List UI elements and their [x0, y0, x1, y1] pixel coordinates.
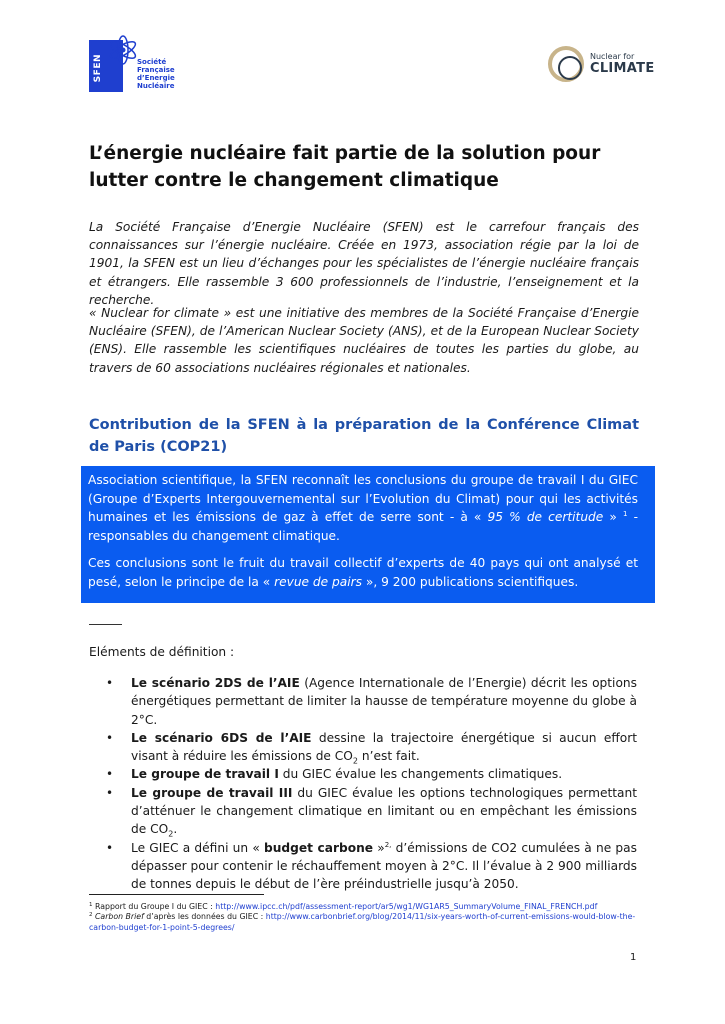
footnote-link[interactable]: http://www.carbonbrief.org/blog/2014/11/six-years-worth-of-current-emissions-would-blow-the-carbon-budget-for-1-point-5-degrees/	[89, 912, 636, 932]
page-number: 1	[630, 952, 637, 963]
footnote-link[interactable]: http://www.ipcc.ch/pdf/assessment-report/ar5/wg1/WG1AR5_SummaryVolume_FINAL_FRENCH.pdf	[215, 902, 598, 911]
item-sub: 2	[168, 829, 174, 839]
item-term: Le groupe de travail III	[131, 785, 293, 800]
item-text: du GIEC évalue les changements climatiques.	[278, 767, 563, 782]
footnote-number: 2	[89, 912, 93, 918]
footnote-number: 1	[89, 902, 93, 908]
section-title: Contribution de la SFEN à la préparation de la Conférence Climat de Paris (COP21)	[89, 417, 639, 455]
footnote-ref-2[interactable]: 2,	[384, 840, 392, 849]
definitions-heading: Eléments de définition :	[89, 645, 235, 659]
footnote-divider	[89, 894, 264, 895]
footnote-label: Rapport du Groupe I du GIEC :	[92, 902, 216, 911]
footnote-label: d’après les données du GIEC :	[143, 912, 266, 921]
sfen-logo	[89, 32, 181, 92]
item-text: (Agence Internationale de l’Energie) décrit les options énergétiques permettant de limiter la hausse de température moyenne du globe à 2°C.	[131, 676, 637, 727]
list-item	[89, 729, 637, 766]
footnote-ref-1[interactable]: 1	[623, 510, 628, 519]
footnote-source: Carbon Brief	[94, 912, 144, 921]
bullet: •	[106, 785, 114, 800]
nfc-logo-line1: Nuclear for	[590, 52, 635, 61]
list-item	[89, 765, 637, 783]
item-text: .	[173, 822, 178, 837]
box-italic: revue de pairs	[274, 574, 362, 589]
box-text: Association scientifique, la SFEN reconnaît les conclusions du groupe de travail I du GIEC (Groupe d’Experts Intergouvernemental sur l’Evolution du Climat) pour qui les activités humaines et les émissions de gaz à effet de serre sont - à «	[88, 473, 638, 525]
bullet: •	[106, 767, 114, 782]
item-text: du GIEC évalue les options technologiques permettant d’atténuer le changement climatique en limitant ou en empêchant les émissions de CO	[131, 785, 637, 837]
bullet: •	[106, 676, 114, 690]
item-text: Le GIEC a défini un «	[131, 840, 265, 855]
box-text: - responsables du changement climatique.	[88, 510, 638, 544]
ring-icon	[548, 46, 584, 82]
list-item	[89, 784, 637, 839]
box-text: Ces conclusions sont le fruit du travail collectif d’experts de 40 pays qui ont analysé et pesé, selon le principe de la «	[88, 555, 638, 589]
footnote-2	[89, 911, 649, 933]
bullet: •	[106, 730, 114, 745]
bullet: •	[106, 840, 114, 855]
item-term: Le scénario 2DS de l’AIE	[131, 676, 300, 690]
item-text: n’est fait.	[358, 749, 420, 764]
item-text: »	[373, 840, 385, 855]
item-sub: 2	[352, 756, 358, 766]
sfen-logo-line: d’Energie	[137, 74, 175, 82]
sfen-logo-names	[137, 58, 175, 90]
item-text: dessine la trajectoire énergétique si aucun effort visant à réduire les émissions de CO	[131, 730, 637, 764]
definitions-list	[89, 674, 637, 894]
list-item	[89, 674, 637, 729]
nuclear-for-climate-logo	[548, 46, 655, 88]
item-term: Le groupe de travail I	[131, 767, 279, 782]
box-text: », 9 200 publications scientifiques.	[362, 574, 579, 589]
item-term: budget carbone	[264, 840, 374, 855]
page-title: L’énergie nucléaire fait partie de la solution pour lutter contre le changement climatique	[89, 143, 601, 191]
box-paragraph-2	[88, 554, 638, 591]
box-italic: 95 % de certitude	[487, 510, 604, 525]
intro-paragraph-nfc: « Nuclear for climate » est une initiative des membres de la Société Française d’Energie Nucléaire (SFEN), de l’American Nuclear Society (ANS), et de la European Nuclear Society (ENS). Elle rassemble les scientifiques nucléaires de toutes les parties du globe, au travers de 60 associations nucléaires régionales et nationales.	[89, 306, 639, 375]
highlight-box	[81, 466, 655, 603]
sfen-logo-line: Société	[137, 58, 167, 66]
nfc-logo-line2: CLIMATE	[590, 61, 655, 76]
sfen-logo-line: Française	[137, 66, 175, 74]
item-term: Le scénario 6DS de l’AIE	[131, 730, 312, 745]
box-paragraph-1	[88, 471, 638, 546]
list-item	[89, 839, 637, 894]
intro-paragraph-sfen: La Société Française d’Energie Nucléaire (SFEN) est le carrefour français des connaissances sur l’énergie nucléaire. Créée en 1973, association régie par la loi de 1901, la SFEN est un lieu d’échanges pour les spécialistes de l’énergie nucléaire français et étrangers. Elle rassemble 3 600 professionnels de l’industrie, l’enseignement et la recherche.	[89, 220, 639, 307]
sfen-logo-vertical-text: SFEN	[93, 54, 103, 83]
divider	[89, 624, 122, 625]
box-text: »	[603, 510, 617, 525]
item-text: d’émissions de CO2 cumulées à ne pas dépasser pour contenir le réchauffement moyen à 2°C. Il l’évalue à 2 900 milliards de tonnes depuis le début de l’ère préindustrielle jusqu’à 2050.	[131, 840, 637, 892]
sfen-logo-line: Nucléaire	[137, 82, 175, 90]
